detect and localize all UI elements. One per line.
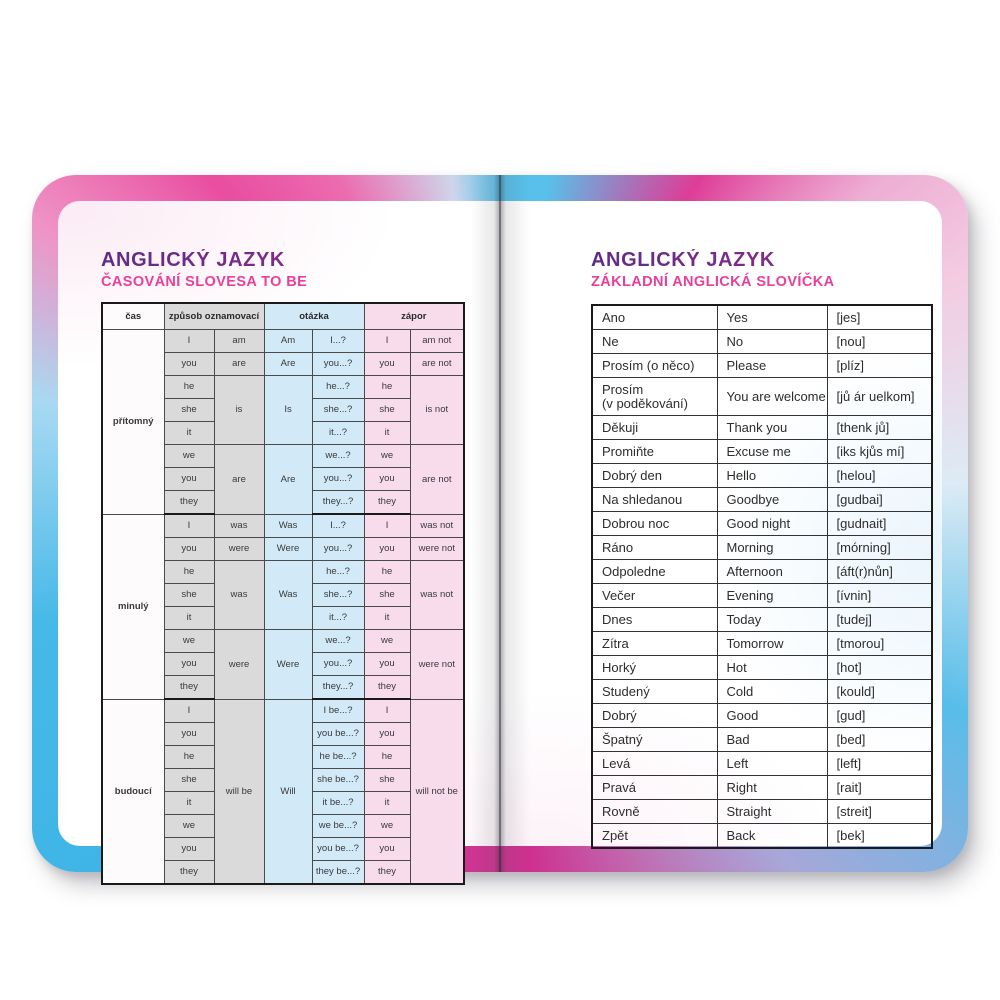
pronoun-cell: I [164, 330, 214, 353]
vocabulary-row [592, 752, 932, 776]
vocabulary-row [592, 488, 932, 512]
question-verb-cell: Are [264, 353, 312, 376]
pronoun-cell: she [364, 584, 410, 607]
statement-cell: is [214, 376, 264, 445]
statement-cell: was [214, 514, 264, 538]
right-page-title: ANGLICKÝ JAZYK [591, 249, 931, 271]
pronoun-cell: we [164, 630, 214, 653]
english-cell: Cold [717, 680, 827, 704]
czech-cell: Rovně [592, 800, 717, 824]
question-cell: you...? [312, 353, 364, 376]
pronoun-cell: they [164, 491, 214, 515]
question-cell: it be...? [312, 792, 364, 815]
conjugation-row [102, 699, 464, 723]
pronoun-cell: it [164, 607, 214, 630]
question-cell: you...? [312, 653, 364, 676]
vocabulary-row [592, 512, 932, 536]
question-verb-cell: Is [264, 376, 312, 445]
pronunciation-cell: [gudbai] [827, 488, 932, 512]
english-cell: Hello [717, 464, 827, 488]
pronoun-cell: it [164, 422, 214, 445]
question-cell: he be...? [312, 746, 364, 769]
conjugation-row [102, 330, 464, 353]
english-cell: Please [717, 354, 827, 378]
statement-cell: am [214, 330, 264, 353]
czech-cell: Dnes [592, 608, 717, 632]
english-cell: Thank you [717, 416, 827, 440]
pronoun-cell: we [364, 815, 410, 838]
pronoun-cell: he [364, 561, 410, 584]
statement-cell: are [214, 445, 264, 515]
question-verb-cell: Was [264, 514, 312, 538]
question-cell: he...? [312, 376, 364, 399]
pronoun-cell: you [364, 653, 410, 676]
pronoun-cell: you [164, 468, 214, 491]
pronoun-cell: I [364, 330, 410, 353]
statement-cell: are [214, 353, 264, 376]
english-cell: Today [717, 608, 827, 632]
header-zapor: zápor [364, 303, 464, 330]
vocabulary-row [592, 305, 932, 330]
pronoun-cell: it [364, 607, 410, 630]
vocabulary-row [592, 656, 932, 680]
question-cell: they...? [312, 491, 364, 515]
pronoun-cell: I [164, 514, 214, 538]
pronoun-cell: he [364, 746, 410, 769]
pronoun-cell: they [364, 676, 410, 700]
czech-cell: Horký [592, 656, 717, 680]
czech-cell: Pravá [592, 776, 717, 800]
tense-cell: přítomný [102, 330, 164, 515]
question-cell: we...? [312, 445, 364, 468]
vocabulary-row [592, 536, 932, 560]
vocabulary-row [592, 632, 932, 656]
negative-cell: were not [410, 630, 464, 700]
pronunciation-cell: [kould] [827, 680, 932, 704]
pronoun-cell: they [164, 861, 214, 885]
question-cell: you be...? [312, 838, 364, 861]
czech-cell: Studený [592, 680, 717, 704]
pronoun-cell: he [164, 376, 214, 399]
question-cell: you...? [312, 468, 364, 491]
pronunciation-cell: [iks kjůs mí] [827, 440, 932, 464]
czech-cell: Špatný [592, 728, 717, 752]
pronoun-cell: they [364, 491, 410, 515]
pronoun-cell: I [164, 699, 214, 723]
statement-cell: will be [214, 699, 264, 884]
statement-cell: were [214, 538, 264, 561]
english-cell: Good [717, 704, 827, 728]
question-verb-cell: Was [264, 561, 312, 630]
pronoun-cell: he [164, 561, 214, 584]
pronunciation-cell: [rait] [827, 776, 932, 800]
pronunciation-cell: [left] [827, 752, 932, 776]
pronoun-cell: you [164, 653, 214, 676]
question-cell: you be...? [312, 723, 364, 746]
question-cell: we be...? [312, 815, 364, 838]
question-cell: you...? [312, 538, 364, 561]
question-cell: she...? [312, 399, 364, 422]
right-page [591, 249, 931, 849]
czech-cell: Zpět [592, 824, 717, 849]
pronoun-cell: you [164, 838, 214, 861]
question-cell: they be...? [312, 861, 364, 885]
pronunciation-cell: [tudej] [827, 608, 932, 632]
pronunciation-cell: [áft(r)nůn] [827, 560, 932, 584]
pronunciation-cell: [tmorou] [827, 632, 932, 656]
vocabulary-row [592, 608, 932, 632]
tense-cell: minulý [102, 514, 164, 699]
question-cell: they...? [312, 676, 364, 700]
conjugation-header-row [102, 303, 464, 330]
pronoun-cell: they [364, 861, 410, 885]
vocabulary-row [592, 440, 932, 464]
pronoun-cell: I [364, 514, 410, 538]
pronunciation-cell: [mórning] [827, 536, 932, 560]
pronoun-cell: I [364, 699, 410, 723]
pronunciation-cell: [ívnin] [827, 584, 932, 608]
pronoun-cell: you [364, 538, 410, 561]
header-zpusob-oznamovaci: způsob oznamovací [164, 303, 264, 330]
pronoun-cell: you [164, 723, 214, 746]
pronoun-cell: you [364, 723, 410, 746]
pronunciation-cell: [gud] [827, 704, 932, 728]
vocabulary-row [592, 378, 932, 416]
question-cell: I...? [312, 514, 364, 538]
pronoun-cell: it [364, 792, 410, 815]
english-cell: Straight [717, 800, 827, 824]
conjugation-table [101, 302, 465, 885]
pronoun-cell: you [164, 538, 214, 561]
question-cell: we...? [312, 630, 364, 653]
pronunciation-cell: [jů ár uelkom] [827, 378, 932, 416]
header-cas: čas [102, 303, 164, 330]
question-cell: it...? [312, 607, 364, 630]
czech-cell: Levá [592, 752, 717, 776]
negative-cell: is not [410, 376, 464, 445]
english-cell: Morning [717, 536, 827, 560]
pronoun-cell: he [164, 746, 214, 769]
pronoun-cell: she [164, 769, 214, 792]
negative-cell: were not [410, 538, 464, 561]
pronoun-cell: she [364, 399, 410, 422]
pronoun-cell: it [364, 422, 410, 445]
vocabulary-row [592, 704, 932, 728]
conjugation-row [102, 514, 464, 538]
pronunciation-cell: [gudnait] [827, 512, 932, 536]
question-verb-cell: Will [264, 699, 312, 884]
negative-cell: was not [410, 561, 464, 630]
vocabulary-row [592, 416, 932, 440]
english-cell: Yes [717, 305, 827, 330]
pronunciation-cell: [helou] [827, 464, 932, 488]
pronunciation-cell: [jes] [827, 305, 932, 330]
pronoun-cell: you [364, 838, 410, 861]
question-cell: it...? [312, 422, 364, 445]
czech-cell: Promiňte [592, 440, 717, 464]
question-verb-cell: Were [264, 630, 312, 700]
right-page-subtitle: ZÁKLADNÍ ANGLICKÁ SLOVÍČKA [591, 274, 835, 290]
pronoun-cell: he [364, 376, 410, 399]
czech-cell: Zítra [592, 632, 717, 656]
question-cell: I...? [312, 330, 364, 353]
negative-cell: will not be [410, 699, 464, 884]
pronoun-cell: she [164, 584, 214, 607]
vocabulary-row [592, 354, 932, 378]
czech-cell: Prosím (v poděkování) [592, 378, 717, 416]
question-verb-cell: Are [264, 445, 312, 515]
pronoun-cell: you [364, 468, 410, 491]
tense-cell: budoucí [102, 699, 164, 884]
english-cell: Goodbye [717, 488, 827, 512]
vocabulary-row [592, 560, 932, 584]
czech-cell: Prosím (o něco) [592, 354, 717, 378]
english-cell: Back [717, 824, 827, 849]
left-page [101, 249, 463, 885]
page-spread [58, 201, 942, 878]
negative-cell: are not [410, 353, 464, 376]
left-page-subtitle: ČASOVÁNÍ SLOVESA TO BE [101, 274, 308, 290]
pronunciation-cell: [plíz] [827, 354, 932, 378]
pronoun-cell: she [364, 769, 410, 792]
vocabulary-row [592, 800, 932, 824]
pronunciation-cell: [hot] [827, 656, 932, 680]
question-cell: he...? [312, 561, 364, 584]
vocabulary-row [592, 464, 932, 488]
english-cell: Excuse me [717, 440, 827, 464]
negative-cell: am not [410, 330, 464, 353]
pronoun-cell: we [164, 815, 214, 838]
vocabulary-row [592, 728, 932, 752]
statement-cell: were [214, 630, 264, 700]
czech-cell: Odpoledne [592, 560, 717, 584]
statement-cell: was [214, 561, 264, 630]
pronunciation-cell: [nou] [827, 330, 932, 354]
vocabulary-row [592, 680, 932, 704]
question-verb-cell: Am [264, 330, 312, 353]
czech-cell: Večer [592, 584, 717, 608]
english-cell: No [717, 330, 827, 354]
vocabulary-row [592, 330, 932, 354]
czech-cell: Ráno [592, 536, 717, 560]
pronoun-cell: we [364, 445, 410, 468]
pronoun-cell: you [364, 353, 410, 376]
pronoun-cell: we [364, 630, 410, 653]
english-cell: Hot [717, 656, 827, 680]
english-cell: Left [717, 752, 827, 776]
pronoun-cell: they [164, 676, 214, 700]
negative-cell: was not [410, 514, 464, 538]
pronunciation-cell: [bek] [827, 824, 932, 849]
question-cell: she be...? [312, 769, 364, 792]
czech-cell: Ano [592, 305, 717, 330]
pronoun-cell: she [164, 399, 214, 422]
vocabulary-row [592, 584, 932, 608]
pronunciation-cell: [bed] [827, 728, 932, 752]
english-cell: Good night [717, 512, 827, 536]
question-cell: I be...? [312, 699, 364, 723]
pronunciation-cell: [streit] [827, 800, 932, 824]
left-page-title: ANGLICKÝ JAZYK [101, 249, 463, 271]
english-cell: Bad [717, 728, 827, 752]
english-cell: You are welcome [717, 378, 827, 416]
english-cell: Tomorrow [717, 632, 827, 656]
english-cell: Evening [717, 584, 827, 608]
czech-cell: Dobrý [592, 704, 717, 728]
czech-cell: Ne [592, 330, 717, 354]
czech-cell: Dobrou noc [592, 512, 717, 536]
header-otazka: otázka [264, 303, 364, 330]
czech-cell: Na shledanou [592, 488, 717, 512]
question-cell: she...? [312, 584, 364, 607]
vocabulary-table [591, 304, 933, 849]
question-verb-cell: Were [264, 538, 312, 561]
pronoun-cell: it [164, 792, 214, 815]
vocabulary-row [592, 776, 932, 800]
english-cell: Right [717, 776, 827, 800]
pronoun-cell: we [164, 445, 214, 468]
notebook-cover [32, 175, 968, 878]
czech-cell: Děkuji [592, 416, 717, 440]
negative-cell: are not [410, 445, 464, 515]
english-cell: Afternoon [717, 560, 827, 584]
czech-cell: Dobrý den [592, 464, 717, 488]
pronunciation-cell: [thenk jů] [827, 416, 932, 440]
vocabulary-row [592, 824, 932, 849]
pronoun-cell: you [164, 353, 214, 376]
